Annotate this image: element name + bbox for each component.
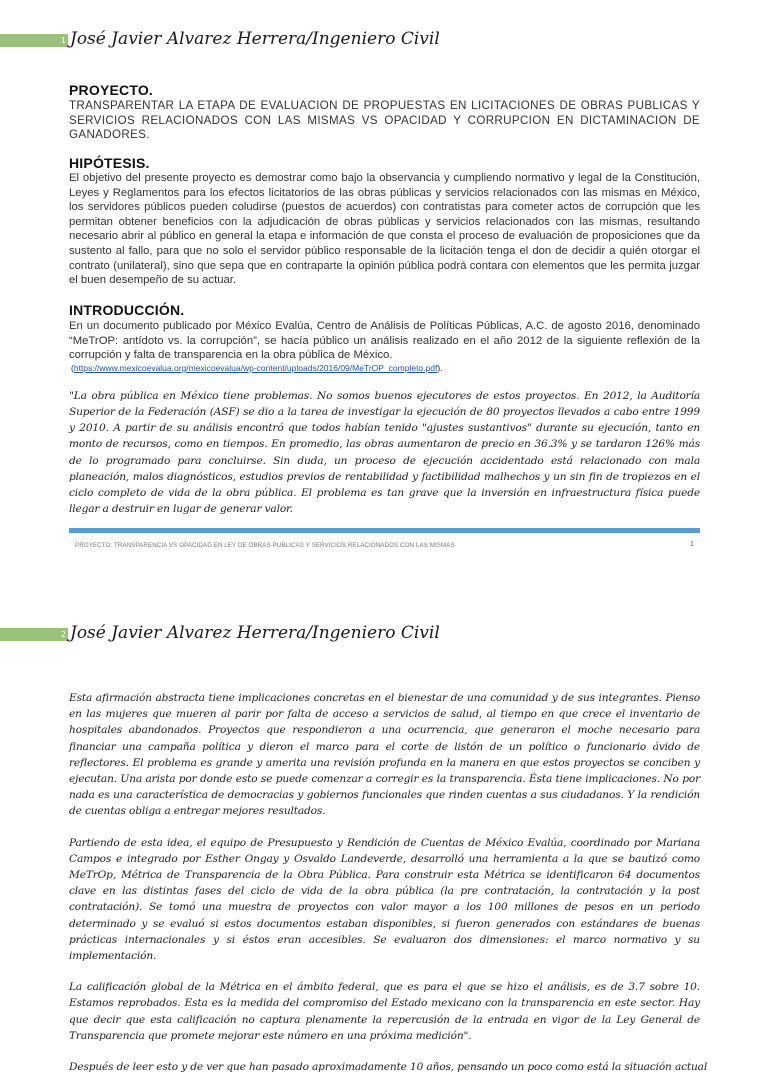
- footer-text: PROYECTO: TRANSPARENCIA VS OPACIDAD EN LEY DE OBRAS PUBLICAS Y SERVICIOS RELACIONADOS CON LAS MISMAS: [75, 542, 455, 549]
- author-header: José Javier Alvarez Herrera/Ingeniero Civil: [70, 29, 440, 49]
- author-header: José Javier Alvarez Herrera/Ingeniero Civil: [70, 623, 440, 643]
- footer-page-number: 1: [690, 541, 694, 548]
- page2-paragraph-2: Partiendo de esta idea, el equipo de Presupuesto y Rendición de Cuentas de México Evalúa, coordinado por Mariana Campos e integrado por Esther Ongay y Osvaldo Landeverde, desarrolló una herramienta a la que se bautizó como MeTrOp, Métrica de Transparencia de la Obra Pública. Para construir esta Métrica se identificaron 64 documentos clave en las distintas fases del ciclo de vida de la obra pública (la pre contratación, la contratación y la post contratación). Se tomó una muestra de proyectos con valor mayor a los 100 millones de pesos en un periodo determinado y se evaluó si estos documentos estaban disponibles, si fueron generados con estándares de buenas prácticas internacionales y si éstos eran accesibles. Se evaluaron dos dimensiones: el marco normativo y su implementación.: [69, 836, 700, 963]
- hipotesis-text: El objetivo del presente proyecto es demostrar como bajo la observancia y cumpliendo normativo y legal de la Constitución, Leyes y Reglamentos para los efectos licitatorios de las obras públicas y servicios relacionados con las mismas en México, los servidores públicos pueden coludirse (puestos de acuerdos) con contratistas para cometer actos de corrupción que les permitan obtener beneficios con la adjudicación de obras públicas y servicios relacionados con las mismas, resultando necesario abrir al público en general la etapa e información de que consta el proceso de evaluación de proposiciones que da sustento al fallo, para que no solo el servidor público responsable de la licitación tenga el don de decidir a quién otorgar el contrato (unilateral), sino que sepa que en contraparte la opinión pública podrá contara con elementos que les permita juzgar el buen desempeño de su actuar.: [69, 172, 700, 287]
- proyecto-text: TRANSPARENTAR LA ETAPA DE EVALUACION DE PROPUESTAS EN LICITACIONES DE OBRAS PUBLICAS Y SERVICIOS RELACIONADOS CON LAS MISMAS VS OPACIDAD Y CORRUPCION EN DICTAMINACION DE GANADORES.: [69, 99, 700, 142]
- introduccion-text: En un documento publicado por México Evalúa, Centro de Análisis de Políticas Públicas, A.C. de agosto 2016, denominado “MeTrOP: antídoto vs. la corrupción”, se hacía público un análisis realizado en el año 2012 de la siguiente reflexión de la corrupción y falta de transparencia en la obra pública de México.: [69, 320, 700, 362]
- page2-paragraph-1: Esta afirmación abstracta tiene implicaciones concretas en el bienestar de una comunidad y de sus integrantes. Pienso en las mujeres que mueren al parir por falta de acceso a servicios de salud, al tiempo en que crece el inventario de hospitales abandonados. Proyectos que respondieron a una ocurrencia, que generaron el moche necesario para financiar una campaña política y dieron el marco para el corte de listón de un político o funcionario ávido de reflectores. El problema es grande y amerita una revisión profunda en la manera en que estos proyectos se conciben y ejecutan. Una arista por donde esto se puede comenzar a corregir es la transparencia. Ésta tiene implicaciones. No por nada es una característica de democracias y gobiernos funcionales que rinden cuentas a sus ciudadanos. Y la rendición de cuentas obliga a entregar mejores resultados.: [69, 692, 700, 818]
- proyecto-heading: PROYECTO.: [69, 82, 154, 98]
- page2-paragraph-4: Después de leer esto y de ver que han pasado aproximadamente 10 años, pensando un poco como está la situación actual: [69, 1061, 708, 1074]
- page-number: 1: [60, 36, 66, 45]
- page2-paragraph-3: La calificación global de la Métrica en el ámbito federal, que es para el que se hizo el análisis, es de 3.7 sobre 10. Estamos reprobados. Esta es la medida del compromiso del Estado mexicano con la transparencia en este sector. Hay que decir que esta calificación no captura plenamente la repercusión de la entrada en vigor de la Ley General de Transparencia que promete mejorar este número en una próxima medición".: [69, 981, 700, 1042]
- introduccion-section: [69, 302, 700, 517]
- hipotesis-heading: HIPÓTESIS.: [69, 155, 150, 171]
- hipotesis-section: [69, 155, 700, 288]
- link-paren-close: ).: [437, 362, 443, 373]
- quote-text: "La obra pública en México tiene problemas. No somos buenos ejecutores de estos proyectos. En 2012, la Auditoría Superior de la Federación (ASF) se dio a la tarea de investigar la ejecución de 80 proyectos llevados a cabo entre 1999 y 2010. A partir de su análisis encontró que todos habían tenido "ajustes sustantivos" durante su ejecución, tanto en monto de recursos, como en tiempos. En promedio, las obras aumentaron de precio en 36.3% y se tardaron 126% más de lo programado para concluirse. Sin duda, un proceso de ejecución accidentado está relacionado con mala planeación, malos diagnósticos, estudios previos de rentabilidad y factibilidad malhechos y un sin fin de tropiezos en el ciclo completo de vida de la obra pública. El problema es tan grave que la inversión en infraestructura física puede llegar a destruir en lugar de generar valor.: [69, 389, 700, 516]
- link-paren-open: (: [71, 362, 74, 373]
- page2-body: [69, 690, 708, 1075]
- page-number: 2: [60, 630, 66, 639]
- source-link[interactable]: https://www.mexicoevalua.org/mexicoevalua/wp-content/uploads/2016/09/MeTrOP_completo.pdf: [73, 362, 438, 373]
- source-link-line: [69, 363, 700, 374]
- introduccion-heading: INTRODUCCIÓN.: [69, 302, 185, 318]
- page-number-tab: [0, 34, 68, 47]
- page-number-tab: [0, 628, 68, 641]
- proyecto-section: [69, 82, 700, 143]
- footer-divider: [69, 528, 700, 533]
